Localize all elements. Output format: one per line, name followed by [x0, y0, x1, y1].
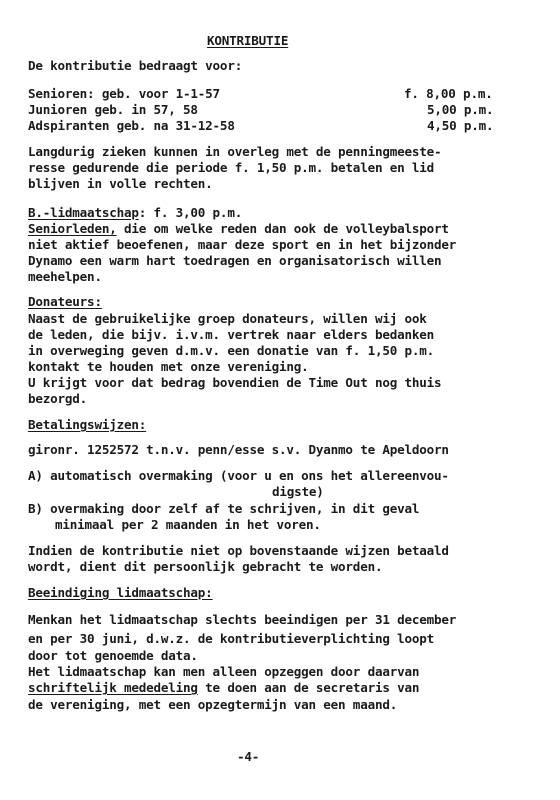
schriftelijk-mededeling: schriftelijk mededeling [28, 680, 198, 695]
betaling-heading: Betalingswijzen: [28, 417, 147, 432]
rate-junioren-amount: 5,00 p.m. [427, 102, 494, 117]
page-title: KONTRIBUTIE [207, 33, 289, 48]
rate-adspiranten-amount: 4,50 p.m. [427, 118, 494, 133]
beeindiging-line-4: Het lidmaatschap kan men alleen opzeggen door daarvan [28, 664, 420, 679]
betaling-option-b-1: B) overmaking door zelf af te schrijven, in dit geval [28, 501, 420, 516]
beeindiging-line-2: en per 30 juni, d.w.z. de kontributieverplichting loopt [28, 631, 435, 646]
rate-senioren-label: Senioren: geb. voor 1-1-57 [28, 86, 220, 101]
beeindiging-line-5 [28, 680, 419, 696]
donateurs-line-6: bezorgd. [28, 391, 88, 406]
beeindiging-line-3: door tot genoemde data. [28, 648, 198, 663]
intro-text: De kontributie bedraagt voor: [28, 58, 243, 73]
blid-heading-rate: : f. 3,00 p.m. [138, 205, 243, 220]
page-number: -4- [237, 749, 260, 764]
betaling-option-b-2: minimaal per 2 maanden in het voren. [55, 517, 321, 532]
rate-senioren-amount: f. 8,00 p.m. [404, 86, 493, 101]
betaling-option-a-2: digste) [272, 484, 324, 499]
rate-junioren-label: Junioren geb. in 57, 58 [28, 102, 198, 117]
donateurs-line-4: kontakt te houden met onze vereniging. [28, 359, 309, 374]
donateurs-line-5: U krijgt voor dat bedrag bovendien de Time Out nog thuis [28, 375, 442, 390]
donateurs-line-3: in overweging geven d.m.v. een donatie van f. 1,50 p.m. [28, 343, 435, 358]
sick-line-2: resse gedurende die periode f. 1,50 p.m. betalen en lid [28, 160, 435, 175]
beeindiging-line-1: Menkan het lidmaatschap slechts beeindigen per 31 december [28, 612, 457, 627]
blid-line-4: meehelpen. [28, 269, 102, 284]
beeindiging-heading: Beeindiging lidmaatschap: [28, 585, 213, 600]
giro-number: gironr. 1252572 t.n.v. penn/esse s.v. Dyanmo te Apeldoorn [28, 442, 449, 457]
blid-line-1 [28, 221, 449, 237]
blid-line-3: Dynamo een warm hart toedragen en organisatorisch willen [28, 253, 442, 268]
betaling-option-a-1: A) automatisch overmaking (voor u en ons het allereenvou- [28, 468, 449, 483]
sick-line-3: blijven in volle rechten. [28, 176, 213, 191]
sick-line-1: Langdurig zieken kunnen in overleg met de penningmeeste- [28, 144, 442, 159]
rate-adspiranten-label: Adspiranten geb. na 31-12-58 [28, 118, 235, 133]
beeindiging-line-6: de vereniging, met een opzegtermijn van een maand. [28, 697, 398, 712]
betaling-note-2: wordt, dient dit persoonlijk gebracht te worden. [28, 559, 383, 574]
betaling-note-1: Indien de kontributie niet op bovenstaande wijzen betaald [28, 543, 449, 558]
donateurs-heading: Donateurs: [28, 294, 102, 309]
donateurs-line-1: Naast de gebruikelijke groep donateurs, willen wij ook [28, 311, 427, 326]
blid-heading-label: B.-lidmaatschap [28, 205, 139, 220]
blid-seniorleden: Seniorleden, [28, 221, 117, 236]
blid-line-1-rest: die om welke reden dan ook de volleybalsport [116, 221, 449, 236]
beeindiging-line-5-rest: te doen aan de secretaris van [197, 680, 420, 695]
donateurs-line-2: de leden, die bijv. i.v.m. vertrek naar elders bedanken [28, 327, 435, 342]
blid-line-2: niet aktief beoefenen, maar deze sport en in het bijzonder [28, 237, 457, 252]
blid-heading [28, 205, 242, 221]
